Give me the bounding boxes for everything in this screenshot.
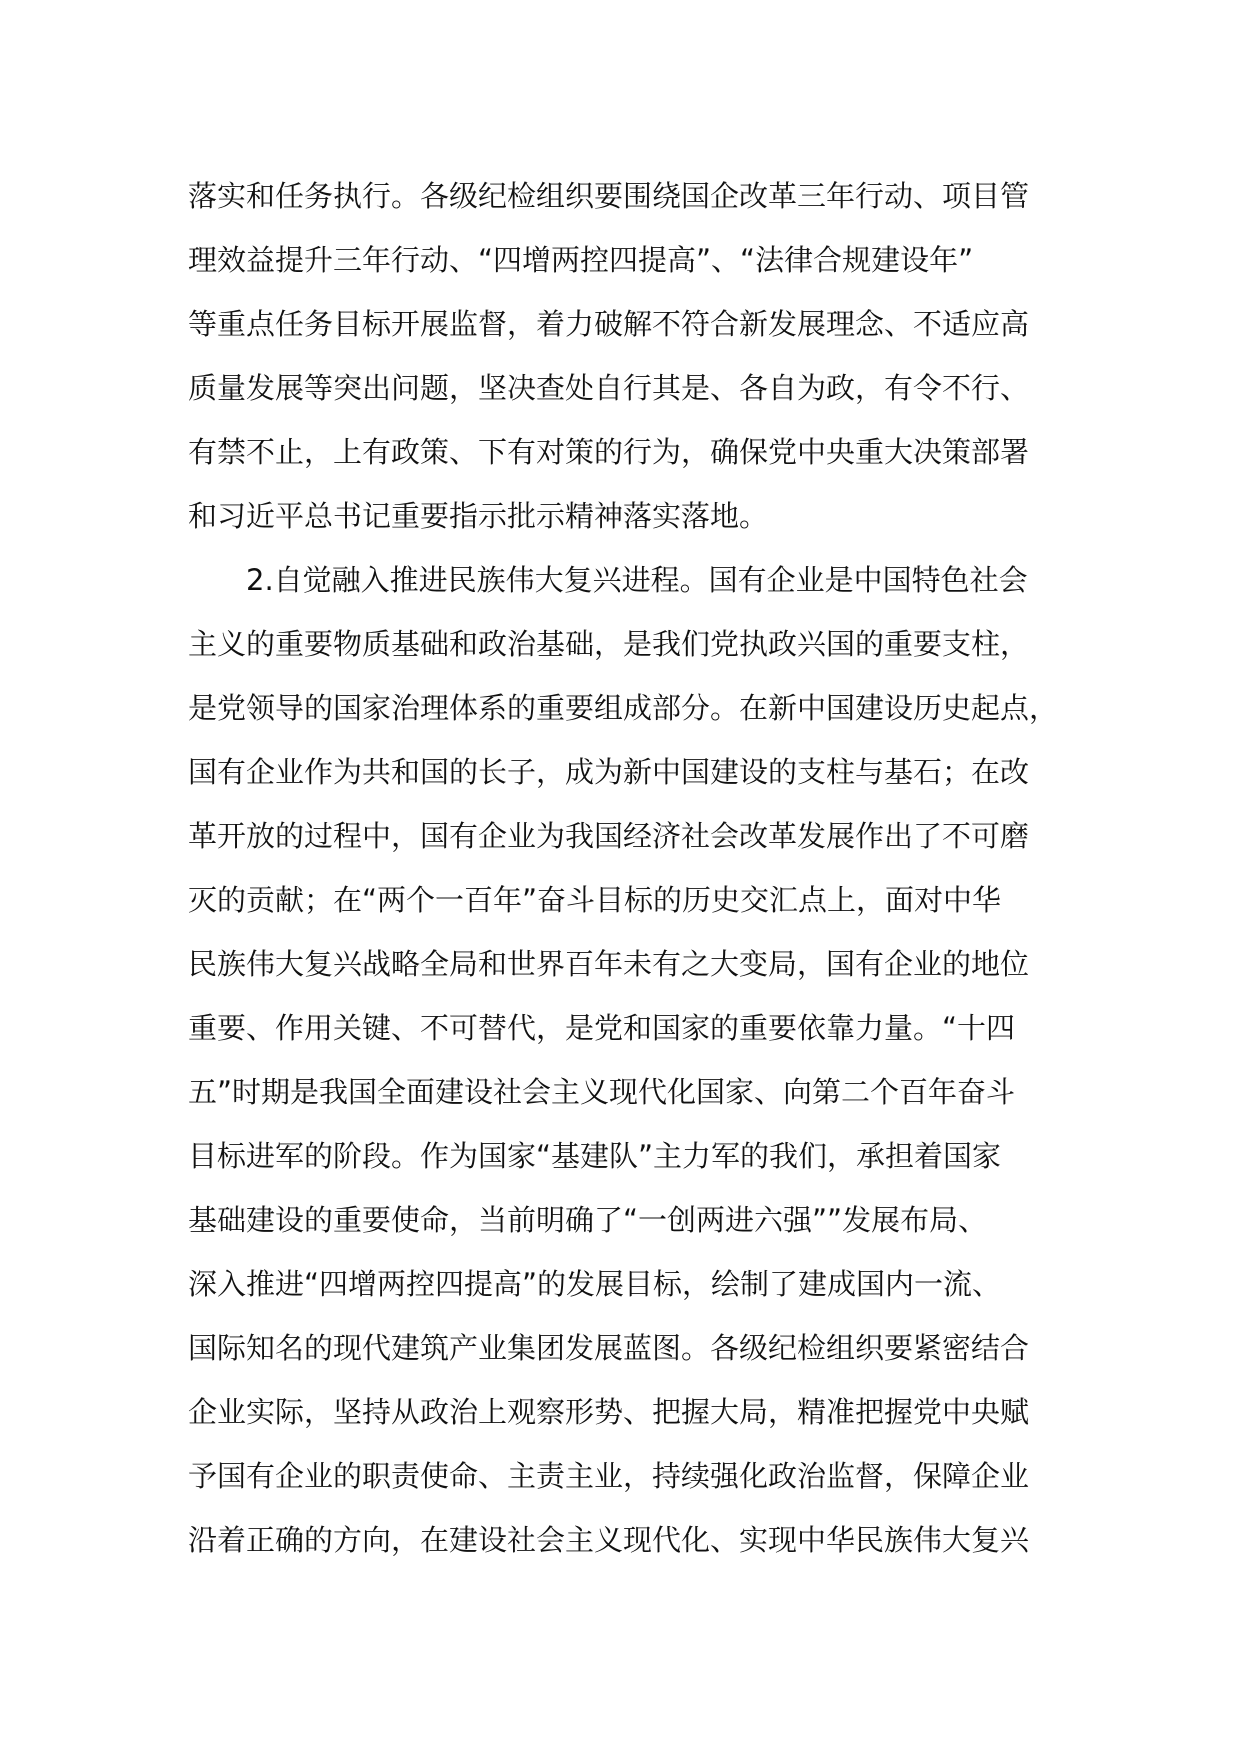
paragraph-line: 深入推进“四增两控四提高”的发展目标，绘制了建成国内一流、 xyxy=(188,1267,1002,1301)
paragraph-line: 和习近平总书记重要指示批示精神落实落地。 xyxy=(188,499,769,533)
paragraph-line: 理效益提升三年行动、“四增两控四提高”、“法律合规建设年” xyxy=(188,243,974,277)
paragraph-line: 灭的贡献；在“两个一百年”奋斗目标的历史交汇点上，面对中华 xyxy=(188,883,1002,917)
paragraph-line: 主义的重要物质基础和政治基础，是我们党执政兴国的重要支柱， xyxy=(188,627,1030,661)
paragraph-line: 等重点任务目标开展监督，着力破解不符合新发展理念、不适应高 xyxy=(188,307,1030,341)
paragraph-continued xyxy=(188,164,1068,548)
paragraph-line: 五”时期是我国全面建设社会主义现代化国家、向第二个百年奋斗 xyxy=(188,1075,1016,1109)
paragraph-line: 目标进军的阶段。作为国家“基建队”主力军的我们，承担着国家 xyxy=(188,1139,1002,1173)
paragraph-line: 国有企业作为共和国的长子，成为新中国建设的支柱与基石；在改 xyxy=(188,755,1030,789)
paragraph-line: 予国有企业的职责使命、主责主业，持续强化政治监督，保障企业 xyxy=(188,1459,1030,1493)
paragraph-section-2 xyxy=(188,548,1068,1572)
paragraph-line: 质量发展等突出问题，坚决查处自行其是、各自为政，有令不行、 xyxy=(188,371,1030,405)
paragraph-line: 有禁不止，上有政策、下有对策的行为，确保党中央重大决策部署 xyxy=(188,435,1030,469)
paragraph-line: 革开放的过程中，国有企业为我国经济社会改革发展作出了不可磨 xyxy=(188,819,1030,853)
paragraph-line: 2.自觉融入推进民族伟大复兴进程。国有企业是中国特色社会 xyxy=(246,563,1028,597)
paragraph-line: 是党领导的国家治理体系的重要组成部分。在新中国建设历史起点， xyxy=(188,691,1059,725)
paragraph-line: 基础建设的重要使命，当前明确了“一创两进六强””发展布局、 xyxy=(188,1203,988,1237)
paragraph-line: 沿着正确的方向，在建设社会主义现代化、实现中华民族伟大复兴 xyxy=(188,1523,1030,1557)
paragraph-line: 重要、作用关键、不可替代，是党和国家的重要依靠力量。“十四 xyxy=(188,1011,1016,1045)
paragraph-line: 民族伟大复兴战略全局和世界百年未有之大变局，国有企业的地位 xyxy=(188,947,1030,981)
paragraph-line: 国际知名的现代建筑产业集团发展蓝图。各级纪检组织要紧密结合 xyxy=(188,1331,1030,1365)
paragraph-line: 落实和任务执行。各级纪检组织要围绕国企改革三年行动、项目管 xyxy=(188,179,1030,213)
paragraph-line: 企业实际，坚持从政治上观察形势、把握大局，精准把握党中央赋 xyxy=(188,1395,1030,1429)
